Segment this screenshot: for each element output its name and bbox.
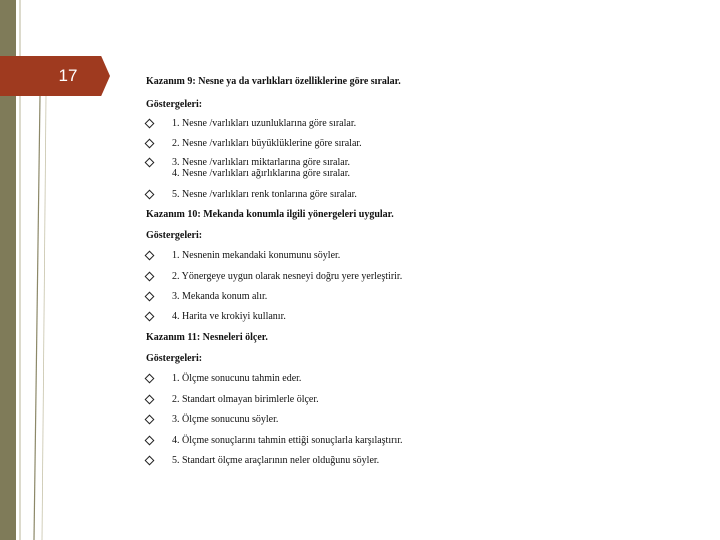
- list-item-text: [172, 455, 379, 466]
- list-item-line: 3. Nesne /varlıkları miktarlarına göre sıralar.: [172, 157, 350, 168]
- list-item-line: 5. Nesne /varlıkları renk tonlarına göre sıralar.: [172, 189, 357, 200]
- list-item-line: 1. Nesne /varlıkları uzunluklarına göre sıralar.: [172, 118, 357, 129]
- diamond-bullet-icon: [145, 415, 155, 425]
- list-item-line: 4. Ölçme sonuçlarını tahmin ettiği sonuçlarla karşılaştırır.: [172, 435, 403, 446]
- list-item-line: 4. Harita ve krokiyi kullanır.: [172, 311, 286, 322]
- list-item-line: 3. Ölçme sonucunu söyler.: [172, 414, 279, 425]
- list-item-line: 1. Ölçme sonucunu tahmin eder.: [172, 373, 302, 384]
- list-item-text: [172, 250, 340, 261]
- list-item-text: [172, 189, 357, 200]
- indicators-label: Göstergeleri:: [146, 230, 203, 241]
- list-item-line: 5. Standart ölçme araçlarının neler olduğunu söyler.: [172, 455, 380, 466]
- list-item-line: 3. Mekanda konum alır.: [172, 291, 268, 302]
- list-item-text: [172, 138, 362, 149]
- list-item-line: 1. Nesnenin mekandaki konumunu söyler.: [172, 250, 341, 261]
- slide-number: 17: [58, 66, 78, 85]
- diamond-bullet-icon: [145, 119, 155, 129]
- list-item-text: [172, 311, 286, 322]
- diamond-bullet-icon: [145, 456, 155, 466]
- indicators-label: Göstergeleri:: [146, 99, 203, 110]
- list-item-line: 2. Standart olmayan birimlerle ölçer.: [172, 394, 319, 405]
- diamond-bullet-icon: [145, 158, 155, 168]
- indicators-label: Göstergeleri:: [146, 353, 203, 364]
- section-title: Kazanım 9: Nesne ya da varlıkları özelliklerine göre sıralar.: [146, 76, 401, 87]
- diamond-bullet-icon: [145, 312, 155, 322]
- section-title: Kazanım 11: Nesneleri ölçer.: [146, 332, 268, 343]
- list-item-text: [172, 291, 267, 302]
- list-item-text: [172, 414, 278, 425]
- diamond-bullet-icon: [145, 292, 155, 302]
- diamond-bullet-icon: [145, 190, 155, 200]
- list-item-text: [172, 271, 402, 282]
- list-item-text: [172, 373, 301, 384]
- section-title: Kazanım 10: Mekanda konumla ilgili yönergeleri uygular.: [146, 209, 394, 220]
- diamond-bullet-icon: [145, 374, 155, 384]
- list-item-line: 2. Nesne /varlıkları büyüklüklerine göre sıralar.: [172, 138, 362, 149]
- diamond-bullet-icon: [145, 251, 155, 261]
- list-item-line: 4. Nesne /varlıkları ağırlıklarına göre sıralar.: [172, 168, 350, 179]
- list-item-text: [172, 394, 319, 405]
- diamond-bullet-icon: [145, 139, 155, 149]
- diamond-bullet-icon: [145, 395, 155, 405]
- diamond-bullet-icon: [145, 436, 155, 446]
- list-item-text: [172, 118, 356, 129]
- list-item-text: [172, 435, 403, 446]
- diamond-bullet-icon: [145, 272, 155, 282]
- list-item-line: 2. Yönergeye uygun olarak nesneyi doğru yere yerleştirir.: [172, 271, 403, 282]
- list-item-text: [172, 157, 350, 179]
